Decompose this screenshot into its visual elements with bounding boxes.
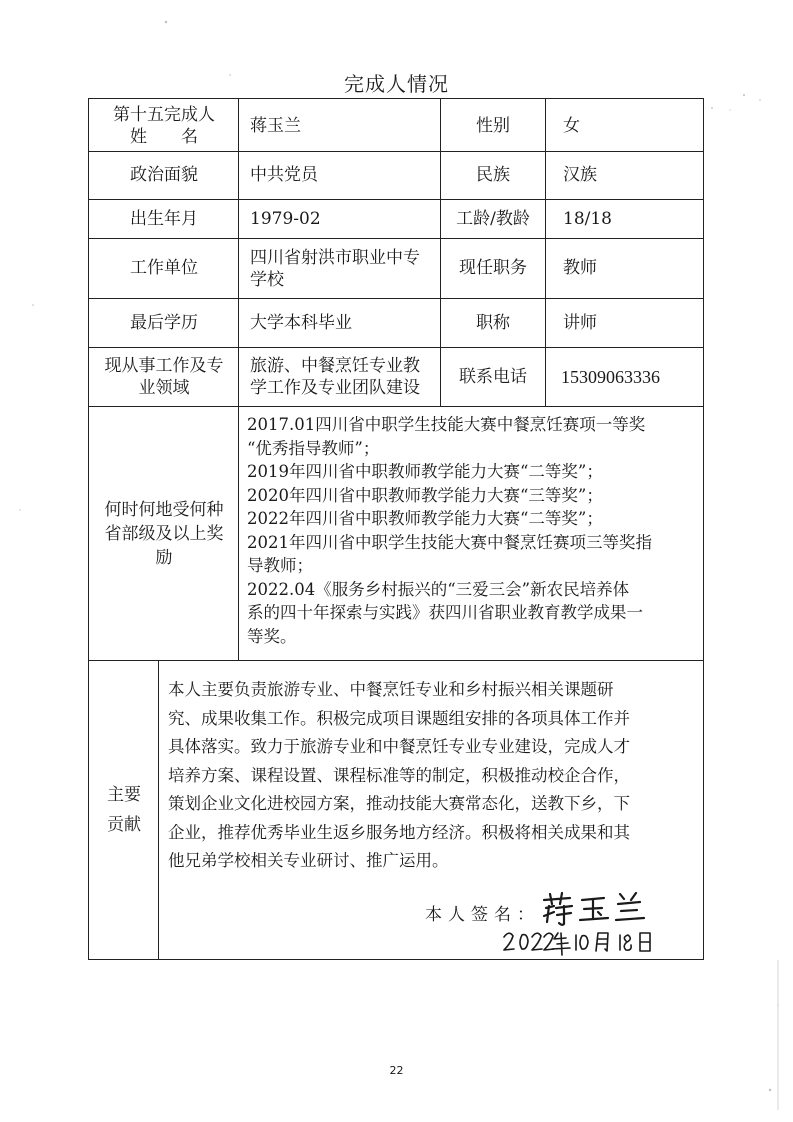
gender-label: 性别	[476, 115, 510, 136]
unit-value	[240, 239, 440, 298]
contribution-label-line1: 主要	[107, 784, 141, 805]
politics-label: 政治面貌	[130, 165, 198, 185]
awards-label	[90, 407, 238, 660]
education-label: 最后学历	[130, 312, 198, 333]
awards-label-line2: 省部级及以上奖	[104, 523, 224, 544]
contribution-text	[168, 676, 696, 876]
contribution-line: 培养方案、课程设置、课程标准等的制定，积极推动校企合作，	[168, 765, 630, 785]
completer-order: 第十五完成人	[113, 105, 215, 125]
contribution-label	[90, 661, 158, 958]
unit-value-line2: 学校	[250, 269, 284, 290]
position-label: 现任职务	[459, 258, 527, 278]
award-line: 等奖。	[247, 626, 297, 646]
ethnicity-label: 民族	[476, 165, 510, 185]
field-label	[90, 348, 238, 406]
position-value: 教师	[563, 258, 597, 278]
contribution-line: 本人主要负责旅游专业、中餐烹饪专业和乡村振兴相关课题研	[168, 680, 614, 699]
field-value-line1: 旅游、中餐烹饪专业教	[250, 356, 420, 376]
education-value: 大学本科毕业	[250, 312, 352, 333]
award-line: 2021年四川省中职学生技能大赛中餐烹饪赛项三等奖指	[247, 532, 652, 552]
contribution-line: 究、成果收集工作。积极完成项目课题组安排的各项具体工作并	[168, 708, 630, 728]
title-value: 讲师	[563, 312, 597, 333]
birth-label: 出生年月	[130, 208, 198, 229]
field-label-line2: 业领域	[138, 378, 190, 398]
phone-label: 联系电话	[459, 366, 527, 387]
contribution-line: 他兄弟学校相关专业研讨、推广运用。	[168, 851, 449, 870]
award-line: 2020年四川省中职教师教学能力大赛“三等奖”；	[247, 485, 603, 505]
unit-label: 工作单位	[130, 258, 198, 278]
handwritten-date	[500, 925, 660, 959]
gender-value: 女	[563, 115, 580, 136]
contribution-label-line2: 贡献	[107, 814, 141, 835]
handwritten-signature	[540, 888, 650, 928]
page-title: 完成人情况	[344, 72, 449, 96]
title-label: 职称	[476, 312, 510, 333]
politics-value: 中共党员	[250, 165, 318, 185]
awards-label-line1: 何时何地受何种	[104, 499, 224, 520]
unit-value-line1: 四川省射洪市职业中专	[250, 247, 420, 268]
seniority-value: 18/18	[563, 208, 612, 229]
name-value: 蒋玉兰	[250, 115, 301, 136]
contribution-line: 策划企业文化进校园方案，推动技能大赛常态化，送教下乡，下	[168, 794, 630, 813]
awards-label-line3: 励	[155, 547, 173, 568]
award-line: 系的四十年探索与实践》获四川省职业教育教学成果一	[247, 603, 643, 622]
award-line: 2022年四川省中职教师教学能力大赛“二等奖”；	[247, 509, 603, 528]
signature-label: 本人签名：	[425, 905, 540, 925]
field-value-line2: 学工作及专业团队建设	[250, 378, 420, 398]
award-line: “优秀指导教师”；	[247, 438, 380, 458]
field-label-line1: 现从事工作及专	[104, 356, 224, 376]
contribution-line: 企业，推荐优秀毕业生返乡服务地方经济。积极将相关成果和其	[168, 822, 630, 842]
name-label-text: 姓 名	[130, 127, 198, 147]
contribution-line: 具体落实。致力于旅游专业和中餐烹饪专业专业建设，完成人才	[168, 737, 630, 756]
award-line: 导教师；	[247, 556, 313, 575]
awards-list	[247, 413, 702, 648]
birth-value: 1979-02	[250, 208, 321, 229]
phone-value: 15309063336	[561, 366, 660, 387]
page-number: 22	[389, 1064, 404, 1077]
ethnicity-value: 汉族	[563, 165, 597, 185]
field-value	[240, 348, 440, 406]
name-label	[90, 101, 238, 151]
seniority-label: 工龄/教龄	[456, 208, 530, 229]
award-line: 2017.01四川省中职学生技能大赛中餐烹饪赛项一等奖	[247, 415, 646, 434]
award-line: 2019年四川省中职教师教学能力大赛“二等奖”；	[247, 462, 603, 481]
award-line: 2022.04《服务乡村振兴的“三爱三会”新农民培养体	[247, 579, 630, 599]
